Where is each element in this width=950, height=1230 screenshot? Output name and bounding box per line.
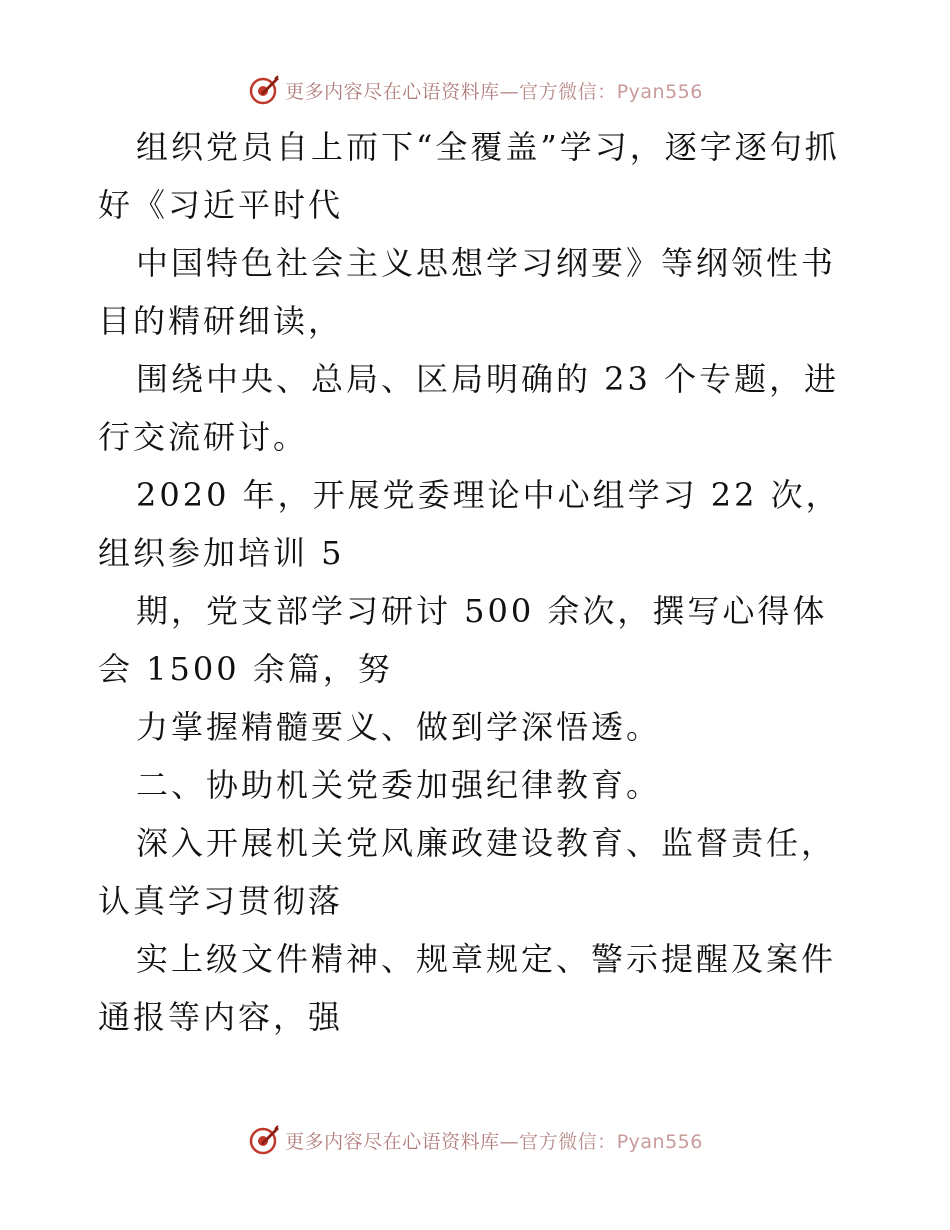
section-heading: 二、协助机关党委加强纪律教育。 bbox=[136, 766, 662, 804]
watermark-handle: Pyan556 bbox=[616, 80, 703, 103]
watermark-text bbox=[285, 77, 703, 104]
document-body bbox=[98, 118, 858, 1046]
paragraph: 围绕中央、总局、区局明确的 23 个专题，进行交流研讨。 bbox=[98, 360, 840, 456]
header-watermark bbox=[0, 70, 950, 110]
paragraph: 力掌握精髓要义、做到学深悟透。 bbox=[136, 708, 662, 746]
watermark-separator: — bbox=[499, 1130, 520, 1153]
footer-watermark bbox=[0, 1120, 950, 1160]
paragraph: 组织党员自上而下“全覆盖”学习，逐字逐句抓好《习近平时代 bbox=[98, 128, 840, 224]
watermark-text bbox=[285, 1127, 703, 1154]
watermark-brand: 更多内容尽在心语资料库 bbox=[285, 80, 500, 103]
watermark-official: 官方微信： bbox=[519, 80, 617, 103]
paragraph: 实上级文件精神、规章规定、警示提醒及案件通报等内容，强 bbox=[98, 940, 837, 1036]
paragraph: 中国特色社会主义思想学习纲要》等纲领性书目的精研细读， bbox=[98, 244, 837, 340]
watermark-official: 官方微信： bbox=[519, 1130, 617, 1153]
watermark-separator: — bbox=[499, 80, 520, 103]
pen-logo-icon bbox=[247, 73, 281, 107]
paragraph: 期，党支部学习研讨 500 余次，撰写心得体会 1500 余篇，努 bbox=[98, 592, 828, 688]
paragraph: 深入开展机关党风廉政建设教育、监督责任，认真学习贯彻落 bbox=[98, 824, 837, 920]
watermark-handle: Pyan556 bbox=[616, 1130, 703, 1153]
paragraph: 2020 年，开展党委理论中心组学习 22 次，组织参加培训 5 bbox=[98, 476, 841, 572]
watermark-brand: 更多内容尽在心语资料库 bbox=[285, 1130, 500, 1153]
pen-logo-icon bbox=[247, 1123, 281, 1157]
